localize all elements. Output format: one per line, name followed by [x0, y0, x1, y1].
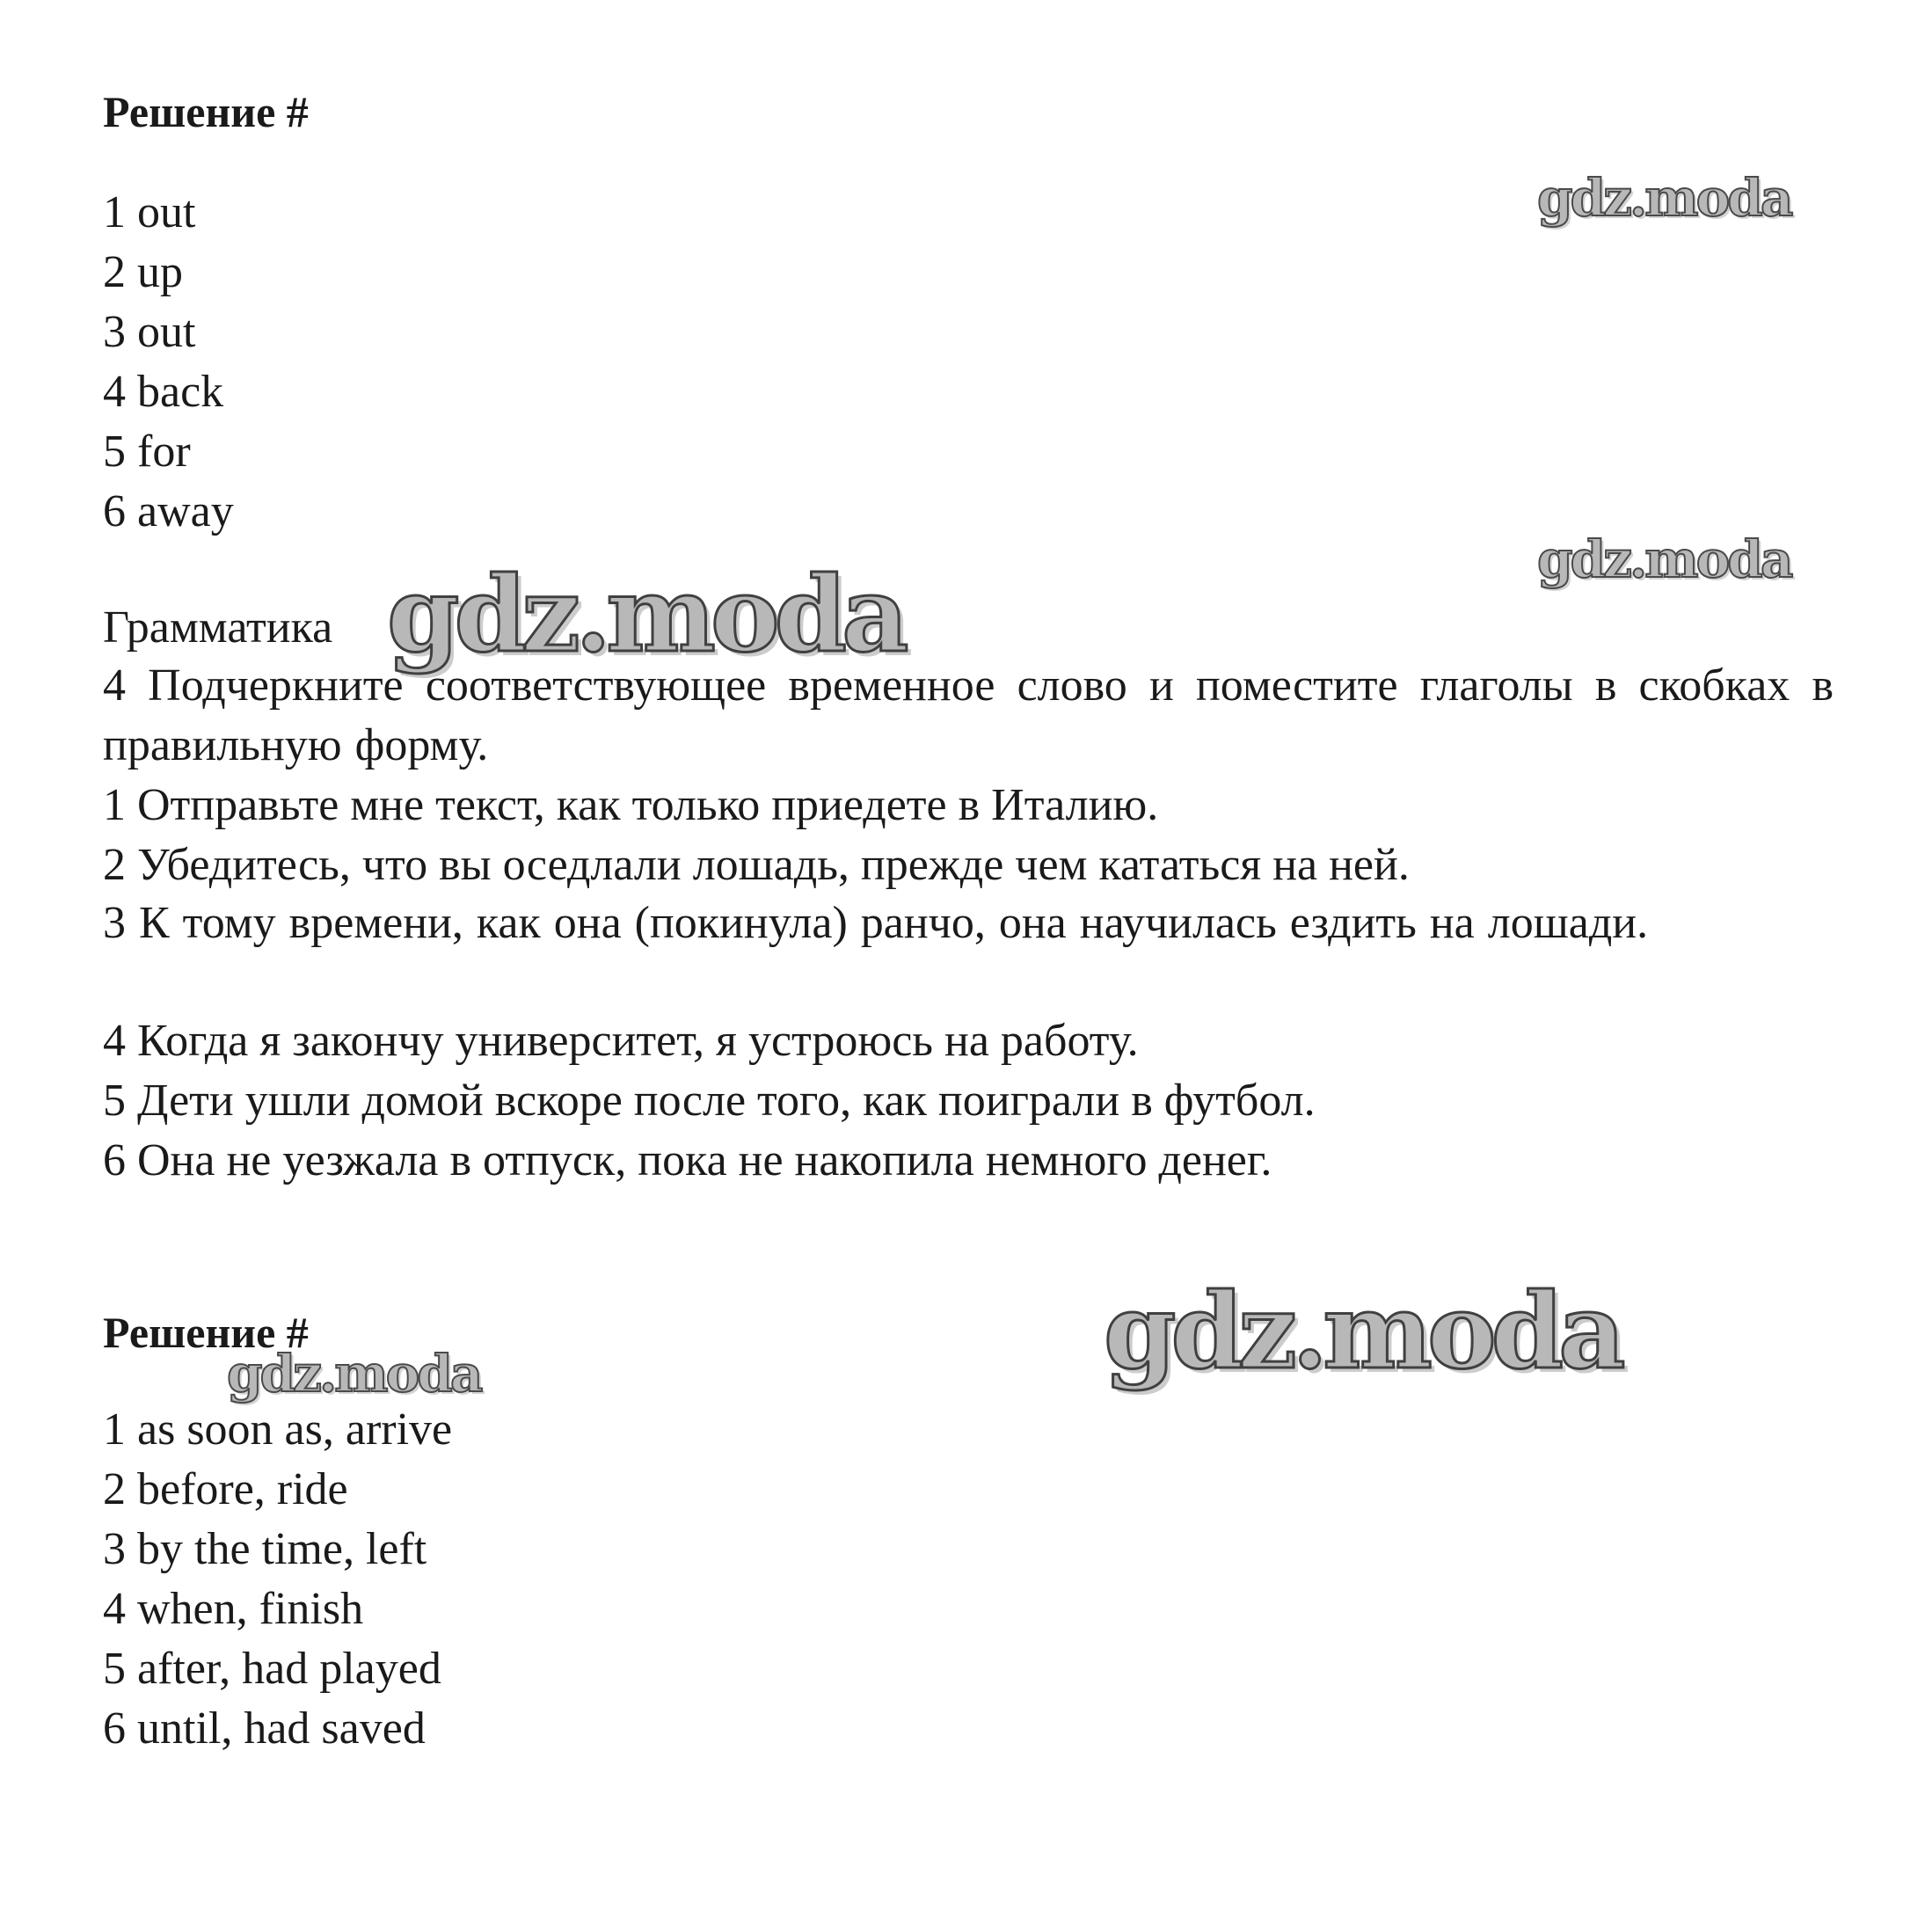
watermark-logo: gdz.moda	[1104, 1270, 1621, 1392]
answer-list-1	[103, 183, 234, 542]
watermark-logo: gdz.moda	[1537, 168, 1791, 228]
grammar-sentences-b	[103, 1011, 1316, 1191]
sentence-item: 5 Дети ушли домой вскоре после того, как поиграли в футбол.	[103, 1076, 1316, 1126]
grammar-title: Грамматика	[103, 602, 333, 653]
answer-item: 4 back	[103, 367, 224, 417]
watermark-logo: gdz.moda	[227, 1344, 481, 1404]
answer-item: 2 up	[103, 247, 183, 297]
sentence-item: 6 Она не уезжала в отпуск, пока не накопила немного денег.	[103, 1135, 1272, 1185]
answer-item: 1 as soon as, arrive	[103, 1404, 453, 1455]
answer-item: 5 after, had played	[103, 1644, 441, 1694]
solution-heading-1: Решение #	[103, 87, 309, 136]
answer-item: 2 before, ride	[103, 1464, 348, 1514]
answer-item: 3 by the time, left	[103, 1524, 427, 1574]
answer-item: 6 until, had saved	[103, 1703, 426, 1754]
sentence-item: 1 Отправьте мне текст, как только приедете в Италию.	[103, 780, 1159, 830]
answer-item: 5 for	[103, 427, 191, 477]
watermark-logo: gdz.moda	[387, 553, 904, 675]
answer-list-2	[103, 1400, 452, 1759]
sentence-item: 2 Убедитесь, что вы оседлали лошадь, прежде чем кататься на ней.	[103, 840, 1410, 890]
answer-item: 4 when, finish	[103, 1584, 364, 1634]
sentence-item: 4 Когда я закончу университет, я устроюсь на работу.	[103, 1016, 1139, 1066]
solution-heading-2: Решение #	[103, 1308, 309, 1357]
answer-item: 3 out	[103, 307, 196, 357]
sentence-item: 3 К тому времени, как она (покинула) ранчо, она научилась ездить на лошади.	[103, 898, 1649, 948]
grammar-task: 4 Подчеркните соответствующее временное слово и поместите глаголы в скобках в правильную форму.	[103, 660, 1834, 770]
grammar-sentences-a	[103, 776, 1410, 895]
answer-item: 1 out	[103, 187, 196, 237]
answer-item: 6 away	[103, 486, 234, 536]
watermark-logo: gdz.moda	[1537, 529, 1791, 589]
